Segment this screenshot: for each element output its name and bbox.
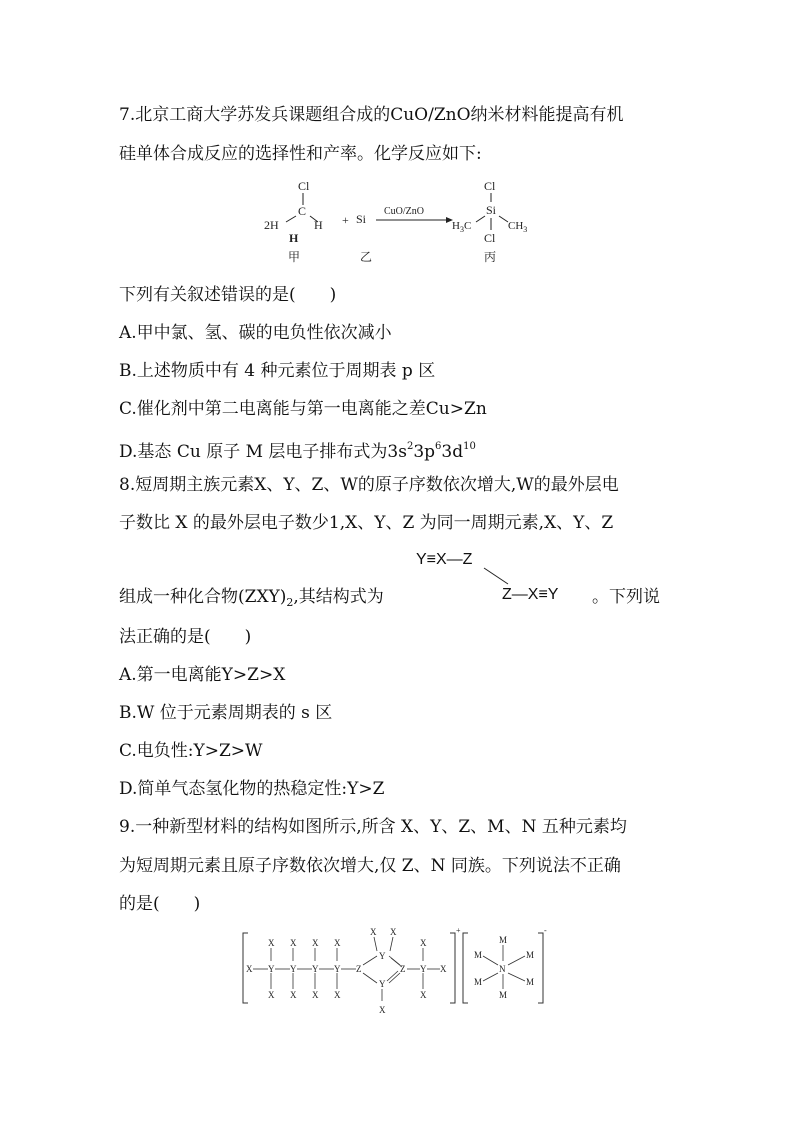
chain-z2: Z xyxy=(400,964,406,974)
p-left-sub: 3 xyxy=(459,225,464,234)
p-left-tail: C xyxy=(463,220,472,232)
svg-text:M: M xyxy=(474,950,483,960)
q8-option-b: B.W 位于元素周期表的 s 区 xyxy=(119,703,333,723)
q8-structure-bottom: Z—X≡Y xyxy=(502,586,559,603)
chain-y5: Y xyxy=(420,964,427,974)
svg-text:X: X xyxy=(379,1005,386,1015)
q8-line3-end: 。下列说 xyxy=(592,587,660,607)
svg-text:M: M xyxy=(474,977,483,987)
svg-text:M: M xyxy=(499,990,508,1000)
svg-text:X: X xyxy=(420,938,427,948)
r1-right: H xyxy=(314,218,323,232)
q8-option-d: D.简单气态氢化物的热稳定性:Y>Z xyxy=(119,779,385,799)
p-name: 丙 xyxy=(484,250,497,264)
q8-line4: 法正确的是( ) xyxy=(119,627,252,647)
q7-option-b: B.上述物质中有 4 种元素位于周期表 p 区 xyxy=(119,361,436,381)
svg-text:X: X xyxy=(390,927,397,937)
svg-text:X: X xyxy=(420,990,427,1000)
q7-line2: 硅单体合成反应的选择性和产率。化学反应如下: xyxy=(119,144,482,164)
p-center: Si xyxy=(486,203,497,217)
svg-text:X: X xyxy=(312,990,319,1000)
q7-reaction-diagram xyxy=(258,176,548,268)
q9-line2: 为短周期元素且原子序数依次增大,仅 Z、N 同族。下列说法不正确 xyxy=(119,856,621,876)
chain-y4: Y xyxy=(334,964,341,974)
chain-y2: Y xyxy=(290,964,297,974)
q8-structure-top: Y≡X—Z xyxy=(416,551,473,568)
ring-y-bottom: Y xyxy=(379,979,386,989)
q8-line1: 8.短周期主族元素X、Y、Z、W的原子序数依次增大,W的最外层电 xyxy=(119,475,619,495)
chain-y3: Y xyxy=(312,964,319,974)
p-right: CH xyxy=(508,220,524,232)
r1-name: 甲 xyxy=(288,250,301,264)
r1-top: Cl xyxy=(298,179,310,193)
anion-charge: + xyxy=(456,926,461,935)
q9-structure-diagram xyxy=(240,925,560,1020)
r1-left: 2H xyxy=(264,218,279,232)
p-left: H xyxy=(452,220,460,232)
chain-z1: Z xyxy=(356,964,362,974)
svg-text:M: M xyxy=(526,950,535,960)
q8-option-c: C.电负性:Y>Z>W xyxy=(119,741,263,761)
svg-text:X: X xyxy=(370,927,377,937)
r1-bottom: H xyxy=(289,231,299,245)
svg-text:X: X xyxy=(268,990,275,1000)
svg-text:M: M xyxy=(526,977,535,987)
svg-text:X: X xyxy=(290,938,297,948)
q7-option-c: C.催化剂中第二电离能与第一电离能之差Cu>Zn xyxy=(119,399,487,419)
cation-n: N xyxy=(499,964,506,974)
q9-line3: 的是( ) xyxy=(119,894,201,914)
q7-question: 下列有关叙述错误的是( ) xyxy=(119,285,337,305)
p-top: Cl xyxy=(484,179,496,193)
svg-text:CH3 xyxy=(508,220,527,234)
cation-charge: - xyxy=(544,926,547,935)
svg-text:H3C xyxy=(452,220,471,234)
r2-name: 乙 xyxy=(360,250,373,264)
svg-text:X: X xyxy=(268,938,275,948)
svg-text:X: X xyxy=(290,990,297,1000)
p-right-sub: 3 xyxy=(523,225,528,234)
q8-line3: 组成一种化合物$(ZXY)_2$,其结构式为 xyxy=(119,587,384,609)
q8-option-a: A.第一电离能Y>Z>X xyxy=(119,665,286,685)
chain-x-left: X xyxy=(246,964,253,974)
plus-sign: + xyxy=(342,213,349,227)
svg-text:M: M xyxy=(499,935,508,945)
svg-text:X: X xyxy=(334,990,341,1000)
q8-line2: 子数比 X 的最外层电子数少1,X、Y、Z 为同一周期元素,X、Y、Z xyxy=(119,513,614,533)
catalyst-label: CuO/ZnO xyxy=(384,206,424,217)
q9-line1: 9.一种新型材料的结构如图所示,所含 X、Y、Z、M、N 五种元素均 xyxy=(119,817,627,837)
ring-y-top: Y xyxy=(379,951,386,961)
r1-center: C xyxy=(298,204,307,218)
q7-option-d: D.基态 Cu 原子 M 层电子排布式为$3s^23p^63d^{10}$ xyxy=(119,441,476,462)
q7-option-a: A.甲中氯、氢、碳的电负性依次减小 xyxy=(119,323,392,343)
q7-line1: 7.北京工商大学苏发兵课题组合成的CuO/ZnO纳米材料能提高有机 xyxy=(119,105,624,125)
p-bottom: Cl xyxy=(484,231,496,245)
r2-symbol: Si xyxy=(356,212,367,226)
chain-y1: Y xyxy=(268,964,275,974)
svg-text:X: X xyxy=(334,938,341,948)
chain-x-right: X xyxy=(440,964,447,974)
svg-text:X: X xyxy=(312,938,319,948)
